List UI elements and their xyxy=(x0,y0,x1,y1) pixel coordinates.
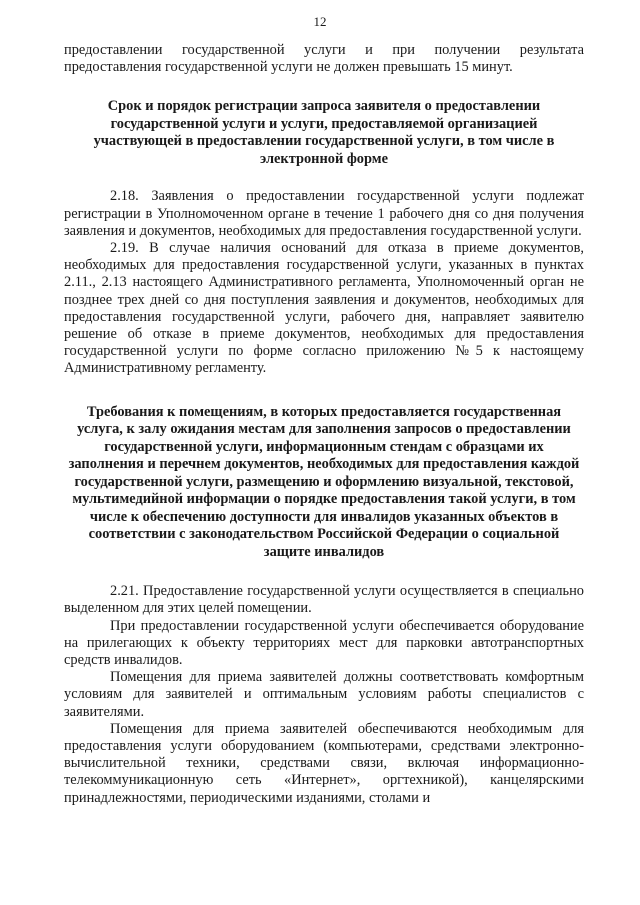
paragraph-equipment: Помещения для приема заявителей обеспечиваются необходимым для предоставления услуги оборудованием (компьютерами, средствами электронно-вычислительной техники, средствами связи, включая информационно-телекоммуникационную сеть «Интернет», оргтехникой), канцелярскими принадлежностями, периодическими изданиями, столами и xyxy=(64,720,584,806)
intro-paragraph: предоставлении государственной услуги и при получении результата предоставления государственной услуги не должен превышать 15 минут. xyxy=(64,42,584,76)
paragraph-parking: При предоставлении государственной услуги обеспечивается оборудование на прилегающих к объекту территориях мест для парковки автотранспортных средств инвалидов. xyxy=(64,617,584,668)
section-heading-registration: Срок и порядок регистрации запроса заявителя о предоставлении государственной услуги и услуги, предоставляемой организацией участвующей в предоставлении государственной услуги, в том числе в электронной форме xyxy=(93,98,555,167)
paragraph-2-21: 2.21. Предоставление государственной услуги осуществляется в специально выделенном для этих целей помещении. xyxy=(64,583,584,617)
paragraph-rooms: Помещения для приема заявителей должны соответствовать комфортным условиям для заявителей и оптимальным условиям работы специалистов с заявителями. xyxy=(64,669,584,720)
document-body xyxy=(64,42,584,807)
paragraph-2-18: 2.18. Заявления о предоставлении государственной услуги подлежат регистрации в Уполномоченном органе в течение 1 рабочего дня со дня получения заявления и документов, необходимых для предоставления государственной услуги. xyxy=(64,188,584,239)
page-number: 12 xyxy=(313,14,327,29)
section-heading-premises: Требования к помещениям, в которых предоставляется государственная услуга, к залу ожидания местам для заполнения запросов о предоставлении государственной услуги, информационным стендам с образцами их заполнения и перечнем документов, необходимых для предоставления каждой государственной услуги, размещению и оформлению визуальной, текстовой, мультимедийной информации о порядке предоставления такой услуги, в том числе к обеспечению доступности для инвалидов указанных объектов в соответствии с законодательством Российской Федерации о социальной защите инвалидов xyxy=(68,403,580,560)
paragraph-2-19: 2.19. В случае наличия оснований для отказа в приеме документов, необходимых для предоставления государственной услуги, указанных в пунктах 2.11., 2.13 настоящего Административного регламента, Уполномоченный орган не позднее трех дней со дня поступления заявления и документов, необходимых для предоставления государственной услуги, рабочего дня, направляет заявителю решение об отказе в приеме документов, необходимых для предоставления государственной услуги по форме согласно приложению №5 к настоящему Административному регламенту. xyxy=(64,240,584,377)
